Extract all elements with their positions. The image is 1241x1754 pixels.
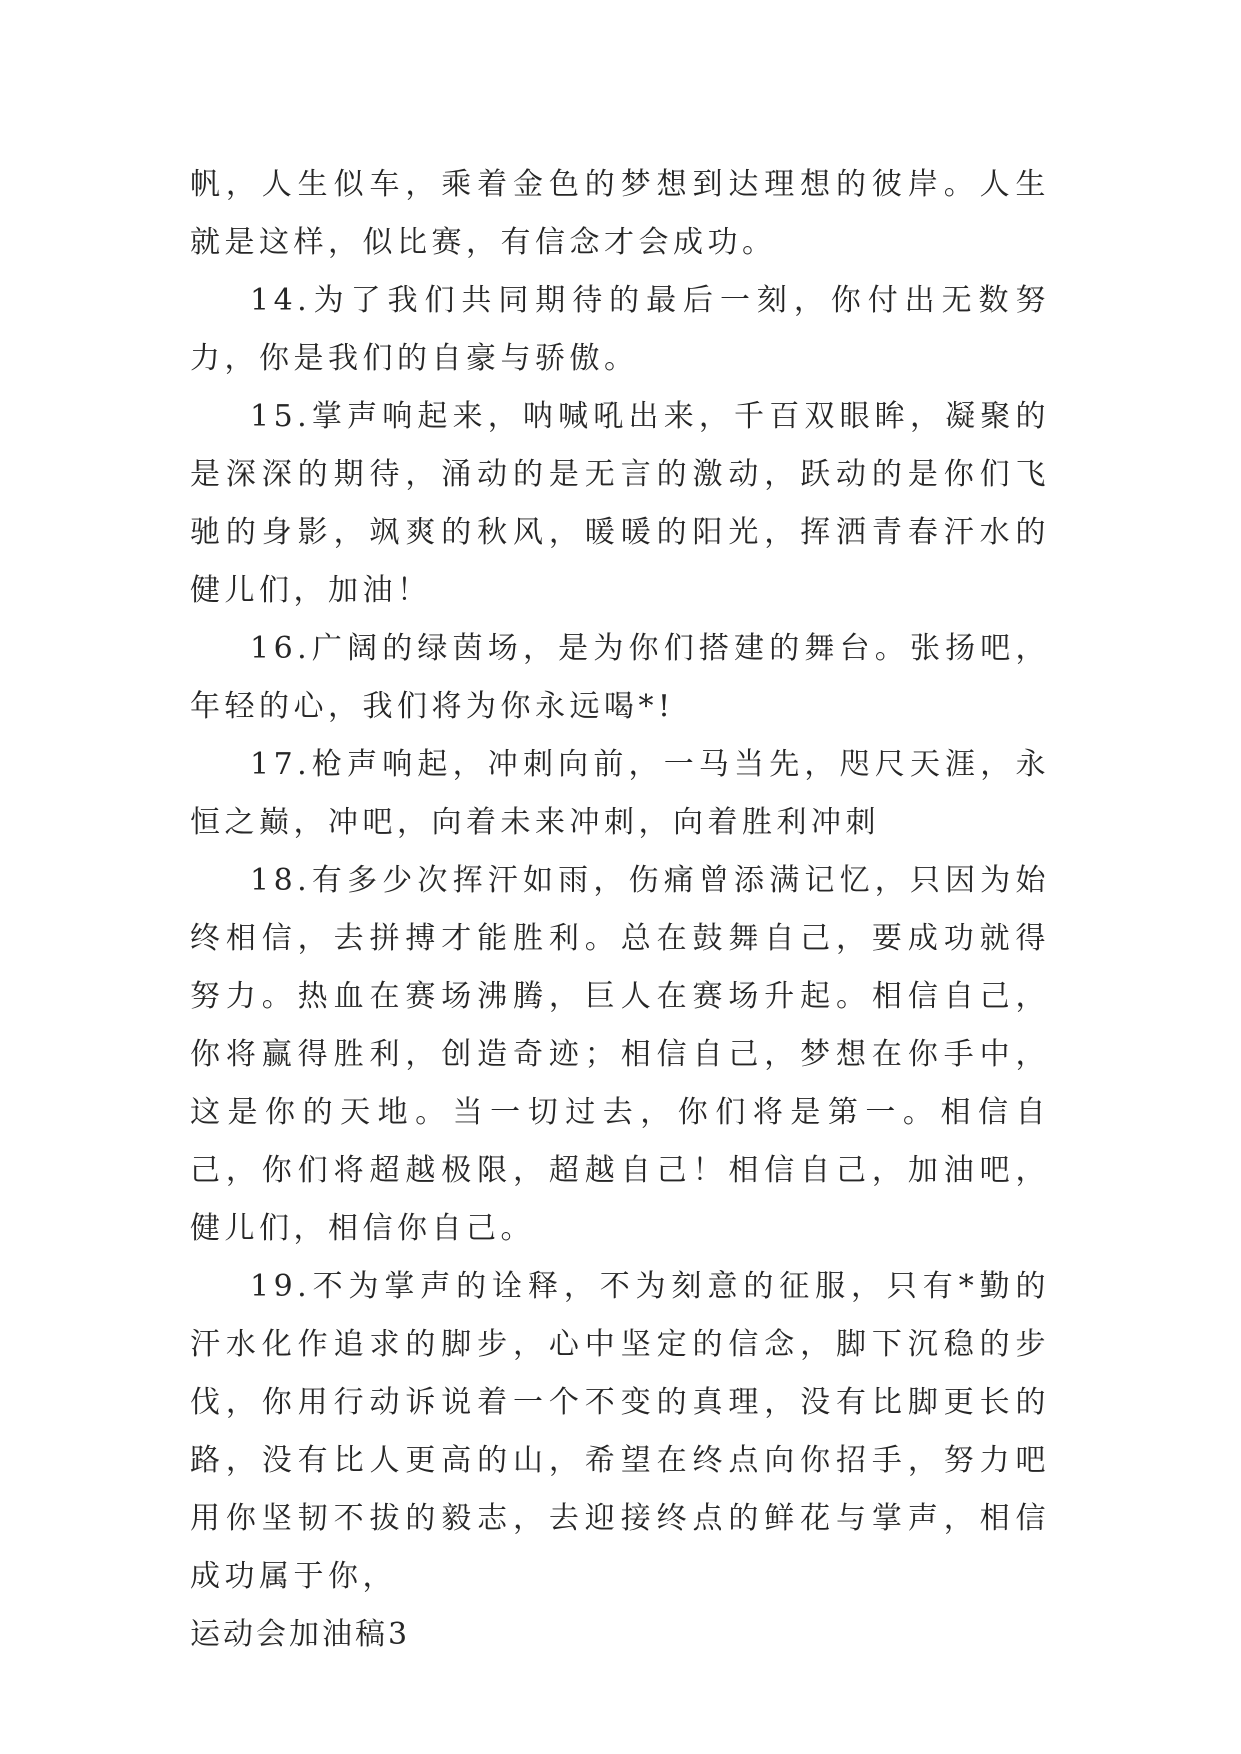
paragraph-16: 16.广阔的绿茵场，是为你们搭建的舞台。张扬吧，年轻的心，我们将为你永远喝*!: [190, 631, 1050, 724]
document-body: [190, 156, 1050, 1664]
paragraph-15: 15.掌声响起来，呐喊吼出来，千百双眼眸，凝聚的是深深的期待，涌动的是无言的激动，跃动的是你们飞驰的身影，飒爽的秋风，暖暖的阳光，挥洒青春汗水的健儿们，加油！: [190, 399, 1050, 608]
section-heading: 运动会加油稿3: [190, 1617, 411, 1652]
paragraph-18: 18.有多少次挥汗如雨，伤痛曾添满记忆，只因为始终相信，去拼搏才能胜利。总在鼓舞自己，要成功就得努力。热血在赛场沸腾，巨人在赛场升起。相信自己，你将赢得胜利，创造奇迹；相信自己，梦想在你手中，这是你的天地。当一切过去，你们将是第一。相信自己，你们将超越极限，超越自己！相信自己，加油吧，健儿们，相信你自己。: [190, 863, 1050, 1246]
paragraph-14: 14.为了我们共同期待的最后一刻，你付出无数努力，你是我们的自豪与骄傲。: [190, 283, 1050, 376]
paragraph-19: 19.不为掌声的诠释，不为刻意的征服，只有*勤的汗水化作追求的脚步，心中坚定的信念，脚下沉稳的步伐，你用行动诉说着一个不变的真理，没有比脚更长的路，没有比人更高的山，希望在终点向你招手，努力吧用你坚韧不拔的毅志，去迎接终点的鲜花与掌声，相信成功属于你，: [190, 1269, 1050, 1594]
paragraph-continuation: 帆，人生似车，乘着金色的梦想到达理想的彼岸。人生就是这样，似比赛，有信念才会成功。: [190, 167, 1050, 260]
paragraph-17: 17.枪声响起，冲刺向前，一马当先，咫尺天涯，永恒之巅，冲吧，向着未来冲刺，向着胜利冲刺: [190, 747, 1050, 840]
